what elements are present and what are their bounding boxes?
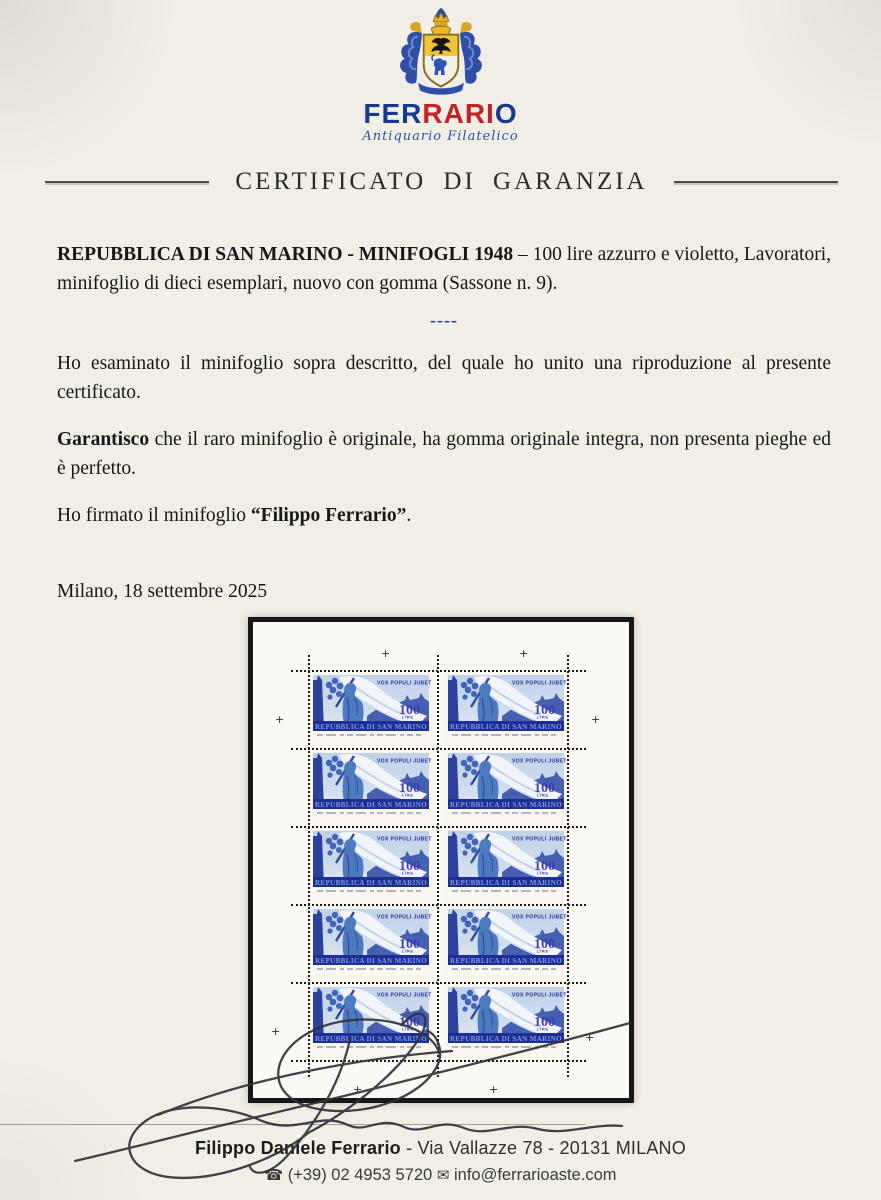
registration-mark: +: [519, 647, 529, 660]
footer-phone: (+39) 02 4953 5720: [283, 1166, 437, 1184]
stamp-r1c2: [444, 671, 568, 749]
examination-paragraph: Ho esaminato il minifoglio sopra descritto, del quale ho unito una riproduzione al presente certificato.: [57, 353, 831, 403]
scan-fold-line: [0, 1124, 585, 1125]
certificate-body: [0, 196, 881, 606]
email-icon: ✉: [436, 1166, 450, 1184]
footer-name: Filippo Daniele Ferrario: [195, 1138, 401, 1158]
signed-name: “Filippo Ferrario”: [250, 505, 407, 526]
ferrario-crest-icon: [393, 6, 489, 98]
registration-mark: +: [585, 1031, 595, 1044]
footer: [0, 1138, 881, 1185]
footer-address: - Via Vallazze 78 - 20131 MILANO: [400, 1138, 686, 1158]
stamp-r2c2: [444, 749, 568, 827]
description-rest: – 100 lire azzurro e violetto, Lavoratori, minifoglio di dieci esemplari, nuovo con gomma (Sassone n. 9).: [57, 244, 831, 294]
guarantee-lead: Garantisco: [57, 429, 150, 450]
footer-contact-line: [0, 1166, 881, 1185]
page-title: CERTIFICATO DI GARANZIA: [235, 168, 648, 195]
guarantee-rest: che il raro minifoglio è originale, ha gomma originale integra, non presenta pieghe ed è perfetto.: [57, 429, 831, 479]
certificate-heading: [45, 168, 838, 196]
heading-rule-right: [674, 181, 838, 183]
perforation-line: [567, 655, 569, 1077]
stamp-r3c2: [444, 827, 568, 905]
minisheet-photo: [248, 617, 634, 1103]
logo-wordmark-part3: O: [494, 98, 518, 129]
description-paragraph: [57, 240, 831, 298]
signed-post: .: [406, 505, 412, 526]
heading-rule-left: [45, 181, 209, 183]
stamp-r3c1: [309, 827, 433, 905]
stamp-r2c1: [309, 749, 433, 827]
footer-address-line: [0, 1138, 881, 1159]
registration-mark: +: [275, 713, 285, 726]
guarantee-paragraph: [57, 425, 831, 483]
phone-icon: ☎: [264, 1166, 284, 1184]
logo: [0, 0, 881, 144]
perforation-line: [308, 655, 310, 1077]
signed-paragraph: [57, 501, 831, 530]
description-title: REPUBBLICA DI SAN MARINO - MINIFOGLI 1948: [57, 244, 514, 265]
registration-mark: +: [353, 1083, 363, 1096]
registration-mark: +: [489, 1083, 499, 1096]
separator-dashes: ----: [430, 310, 458, 330]
logo-wordmark-part2: RARI: [422, 98, 495, 129]
logo-wordmark: [0, 100, 881, 128]
stamp-r1c1: [309, 671, 433, 749]
logo-subtitle: Antiquario Filatelico: [362, 129, 519, 144]
dateline: Milano, 18 settembre 2025: [57, 581, 268, 602]
stamp-r5c1: [309, 983, 433, 1061]
stamp-r4c1: [309, 905, 433, 983]
registration-mark: +: [591, 713, 601, 726]
signed-pre: Ho firmato il minifoglio: [57, 505, 251, 526]
logo-wordmark-part1: FER: [363, 98, 423, 129]
registration-mark: +: [271, 1025, 281, 1038]
stamp-r4c2: [444, 905, 568, 983]
registration-mark: +: [381, 647, 391, 660]
footer-email: info@ferrarioaste.com: [449, 1166, 617, 1184]
stamp-r5c2: [444, 983, 568, 1061]
perforation-line: [437, 655, 439, 1077]
